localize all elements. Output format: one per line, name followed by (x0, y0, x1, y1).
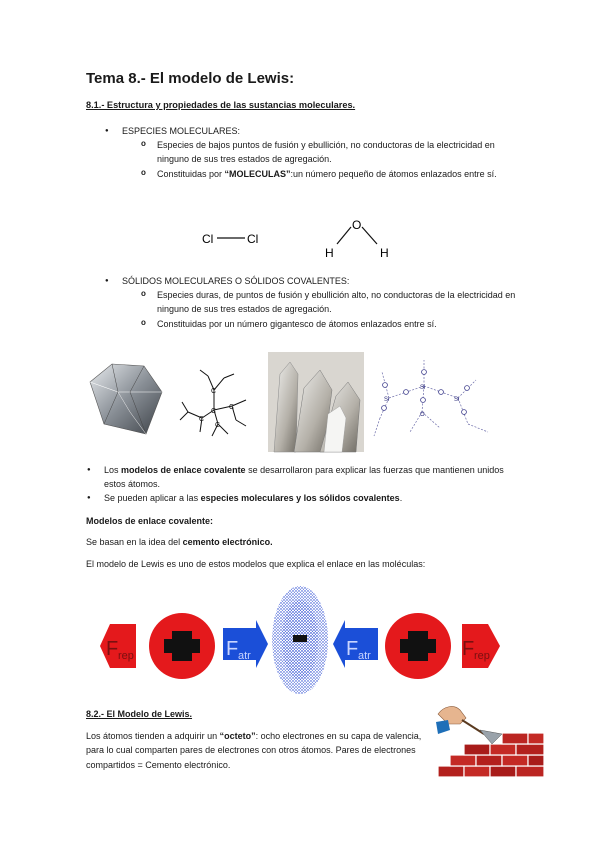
cement-line (86, 535, 273, 549)
sub-item-propiedades (157, 138, 517, 167)
carbon-lattice-diagram (180, 370, 246, 436)
sub-item-text-pre: Constituidas por (157, 169, 225, 179)
sub-item-text: Constituidas por un número gigantesco de átomos enlazados entre sí. (157, 319, 437, 329)
cl-left-label: Cl (202, 232, 214, 246)
octeto-paragraph (86, 729, 424, 772)
sub-item-text: Especies duras, de puntos de fusión y ebullición alto, no conductoras de la electricidad en ninguno de sus tres estados de agregación. (157, 290, 516, 315)
carbon-label: C (229, 404, 235, 411)
cement-bold: cemento electrónico. (182, 537, 273, 547)
cement-text-pre: Se basan en la idea del (86, 537, 183, 547)
cl-right-label: Cl (247, 232, 259, 246)
page-title: Tema 8.- El modelo de Lewis: (86, 70, 295, 87)
quartz-crystal-image (268, 352, 364, 452)
carbon-label: C (211, 408, 217, 415)
section-heading-8-2 (86, 707, 192, 721)
sub-item-text-post: :un número pequeño de átomos enlazados entre sí. (290, 169, 497, 179)
carbon-label: C (199, 416, 205, 423)
h-right-label: H (380, 246, 389, 260)
section-heading-8-1: 8.1.- Estructura y propiedades de las sustancias moleculares. (86, 100, 356, 110)
bullet-label: SÓLIDOS MOLECULARES O SÓLIDOS COVALENTES: (122, 276, 350, 286)
si-label: Si (384, 397, 390, 403)
fatr-right-arrow (333, 620, 378, 668)
point-text-pre: Los (104, 465, 122, 475)
fatr-label: F (346, 638, 359, 660)
lewis-model-line: El modelo de Lewis es uno de estos modelos que explica el enlace en las moléculas: (86, 559, 426, 569)
molecule-diagrams (195, 212, 395, 262)
h-left-label: H (325, 246, 334, 260)
silica-network-diagram (374, 360, 488, 436)
models-heading-text: Modelos de enlace covalente: (86, 516, 214, 526)
electron-cloud (272, 586, 328, 694)
sub-item-gigantesco (157, 317, 517, 331)
point-text-post: se desarrollaron para explicar las fuerzas que mantienen unidos estos átomos. (104, 465, 504, 490)
fatr-sub-label: atr (238, 650, 251, 662)
bullet-modelos-enlace (104, 463, 514, 492)
solid-structures-images (84, 352, 504, 454)
bullet-label: ESPECIES MOLECULARES: (122, 126, 241, 136)
sub-item-text: Especies de bajos puntos de fusión y ebullición, no conductoras de la electricidad en ninguno de sus tres estados de agregación. (157, 140, 495, 165)
models-heading (86, 514, 213, 528)
si-label: Si (454, 397, 460, 403)
fatr-label: F (226, 638, 239, 660)
carbon-label: C (215, 422, 221, 429)
bullet-aplicar (104, 491, 514, 505)
octeto-text-pre: Los átomos tienden a adquirir un (86, 731, 220, 741)
si-label: Si (420, 385, 426, 391)
oh-bond-left (337, 227, 351, 244)
fatr-left-arrow (223, 620, 268, 668)
frep-label: F (106, 638, 119, 660)
o-label: O (420, 412, 425, 418)
point-text-post: . (399, 493, 403, 503)
frep-left-arrow (100, 624, 136, 668)
sub-item-duras (157, 288, 517, 317)
covalent-force-diagram (100, 584, 502, 696)
frep-right-arrow (462, 624, 500, 668)
point-bold: especies moleculares y los sólidos covalentes (200, 493, 400, 503)
sub-item-bold: “MOLECULAS” (224, 169, 291, 179)
brick-wall-illustration (436, 704, 548, 778)
left-nucleus (149, 613, 215, 679)
trowel-hand-icon (436, 707, 502, 744)
right-nucleus (385, 613, 451, 679)
diamond-image (90, 364, 162, 434)
section-heading-8-2-text: 8.2.- El Modelo de Lewis. (86, 709, 193, 719)
o-label: O (352, 218, 362, 232)
frep-sub-label: rep (474, 650, 490, 662)
bullet-solidos-moleculares (122, 274, 349, 288)
fatr-sub-label: atr (358, 650, 371, 662)
sub-item-constituidas (157, 167, 517, 181)
oh-bond-right (362, 227, 377, 244)
octeto-bold: “octeto” (219, 731, 256, 741)
frep-label: F (462, 638, 475, 660)
octeto-text-post: : ocho electrones en su capa de valencia, para lo cual comparten pares de electrones con otros átomos. Pares de electrones compartidos = Cemento electrónico. (86, 731, 422, 770)
point-bold: modelos de enlace covalente (121, 465, 246, 475)
carbon-label: C (211, 388, 217, 395)
frep-sub-label: rep (118, 650, 134, 662)
bullet-especies-moleculares (122, 124, 240, 138)
point-text-pre: Se pueden aplicar a las (104, 493, 201, 503)
